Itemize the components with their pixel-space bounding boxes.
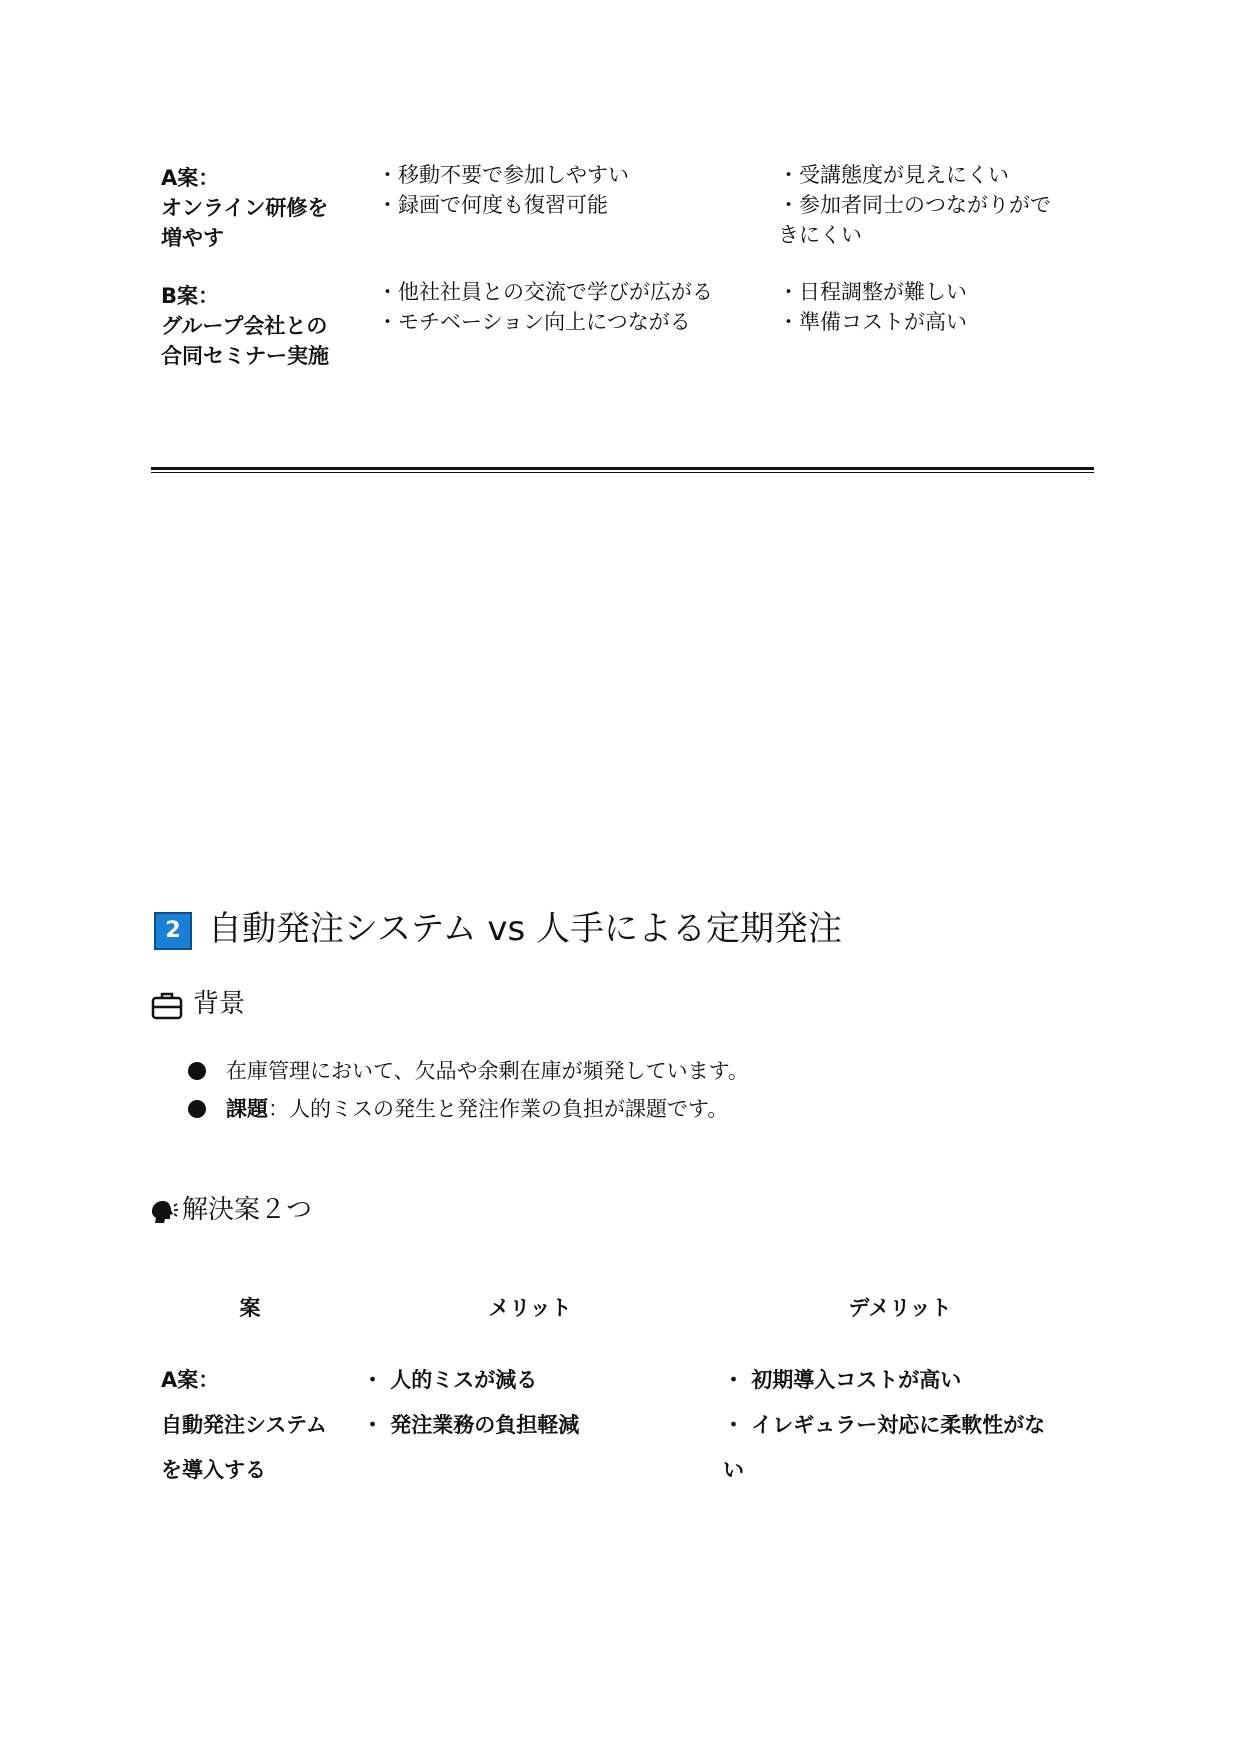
row-b-label: B案： グループ会社との 合同セミナー実施 <box>161 284 329 368</box>
bullet-dot <box>188 1100 206 1118</box>
briefcase-icon <box>151 990 183 1020</box>
row-a-label: A案： オンライン研修を 増やす <box>161 166 329 250</box>
section-title: 自動発注システム vs 人手による定期発注 <box>208 909 843 949</box>
divider-rule-thick <box>151 467 1094 470</box>
list-item: 課題 ：人的ミスの発生と発注作業の負担が課題です。 <box>188 1094 728 1124</box>
divider-rule-thin <box>151 472 1094 473</box>
row-b-merits: ・他社社員との交流で学びが広がる ・モチベーション向上につながる <box>377 280 713 334</box>
speaking-head-icon <box>149 1198 179 1226</box>
row-b-demerits: ・日程調整が難しい ・準備コストが高い <box>778 280 967 334</box>
solutions-heading: 解決案２つ <box>182 1195 313 1225</box>
row-a-merits: ・移動不要で参加しやすい ・録画で何度も復習可能 <box>377 163 629 217</box>
row-a-demerits: ・受講態度が見えにくい ・参加者同士のつながりがで きにくい <box>778 163 1051 247</box>
table-header-merit: メリット <box>488 1296 572 1320</box>
background-heading: 背景 <box>193 989 246 1019</box>
table-row-a-label: A案： 自動発注システム を導入する <box>161 1368 327 1482</box>
section-number-badge: 2 <box>154 912 192 950</box>
bullet-dot <box>188 1062 206 1080</box>
list-item: 在庫管理において、欠品や余剰在庫が頻発しています。 <box>188 1056 749 1086</box>
table-row-a-demerits: ・ 初期導入コストが高い ・ イレギュラー対応に柔軟性がな い <box>723 1368 1046 1482</box>
table-header-plan: 案 <box>239 1296 261 1320</box>
table-header-demerit: デメリット <box>848 1296 952 1320</box>
table-row-a-merits: ・ 人的ミスが減る ・ 発注業務の負担軽減 <box>362 1368 580 1437</box>
